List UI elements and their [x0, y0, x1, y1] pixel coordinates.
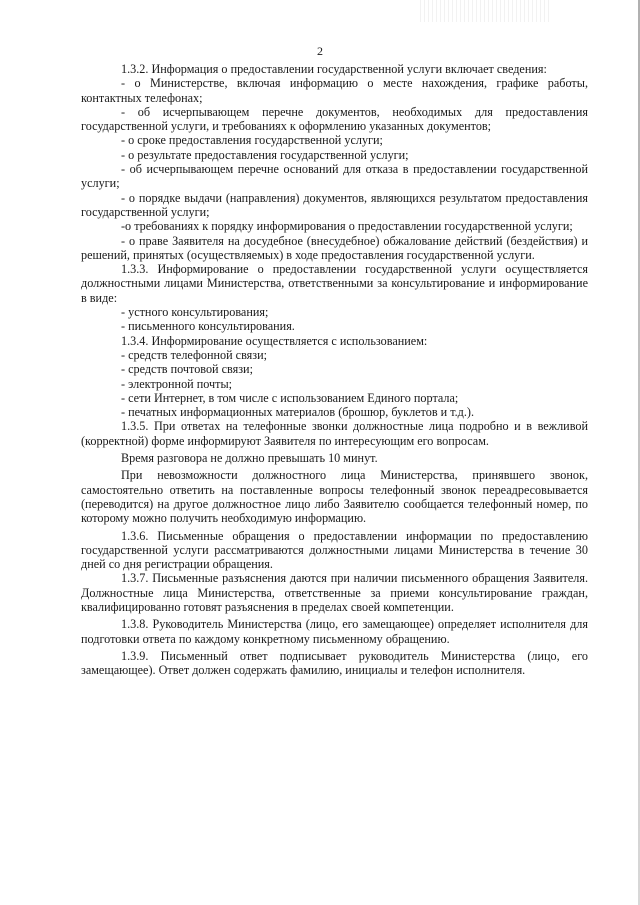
paragraph: 1.3.3. Информирование о предоставлении государственной услуги осуществляется должностными лицами Министерства, ответственными за консультирование и информирование в виде: [81, 262, 588, 305]
paragraph: - электронной почты; [121, 376, 233, 391]
paragraph: 1.3.7. Письменные разъяснения даются при наличии письменного обращения Заявителя. Должностные лица Министерства, ответственные за приеми консультирование граждан, квалифицированно готовят разъяснения в пределах своей компетенции. [81, 571, 588, 614]
paragraph: 1.3.6. Письменные обращения о предоставлении информации по предоставлению государственной услуги рассматриваются должностными лицами Министерства в течение 30 дней со дня регистрации обращения. [81, 528, 588, 572]
paragraph: - о результате предоставления государственной услуги; [121, 147, 409, 162]
paragraph: При невозможности должностного лица Министерства, принявшего звонок, самостоятельно ответить на поставленные вопросы телефонный звонок переадресовывается (переводится) на другое должностное лицо либо Заявителю сообщается телефонный номер, по которому можно получить необходимую информацию. [81, 468, 588, 526]
paragraph: - о Министерстве, включая информацию о месте нахождения, графике работы, контактных телефонах; [81, 76, 588, 105]
paragraph: - о сроке предоставления государственной услуги; [121, 133, 383, 148]
paragraph: - об исчерпывающем перечне документов, необходимых для предоставления государственной услуги, и требованиях к оформлению указанных документов; [81, 104, 588, 134]
paragraph: - об исчерпывающем перечне оснований для отказа в предоставлении государственной услуги; [81, 162, 588, 191]
paragraph: - устного консультирования; [121, 305, 269, 320]
scan-artifact [420, 0, 550, 22]
page-number: 2 [317, 44, 323, 58]
paragraph: - средств телефонной связи; [121, 347, 267, 362]
paragraph: - письменного консультирования. [121, 319, 295, 334]
paragraph: 1.3.9. Письменный ответ подписывает руководитель Министерства (лицо, его замещающее). Ответ должен содержать фамилию, инициалы и телефон исполнителя. [81, 648, 588, 678]
paragraph: - средств почтовой связи; [121, 362, 253, 377]
paragraph: -о требованиях к порядку информирования о предоставлении государственной услуги; [121, 219, 573, 234]
paragraph: - печатных информационных материалов (брошюр, буклетов и т.д.). [121, 405, 475, 420]
paragraph: - о порядке выдачи (направления) документов, являющихся результатом предоставления государственной услуги; [81, 190, 588, 219]
paragraph: Время разговора не должно превышать 10 минут. [121, 451, 378, 466]
paragraph: - сети Интернет, в том числе с использованием Единого портала; [121, 390, 459, 405]
document-body [81, 62, 588, 677]
paragraph: - о праве Заявителя на досудебное (внесудебное) обжалование действий (бездействия) и решений, принятых (осуществляемых) в ходе предоставления государственной услуги. [81, 233, 588, 262]
paragraph: 1.3.8. Руководитель Министерства (лицо, его замещающее) определяет исполнителя для подготовки ответа по каждому конкретному письменному обращению. [81, 617, 588, 646]
paragraph: 1.3.2. Информация о предоставлении государственной услуги включает сведения: [121, 62, 547, 76]
paragraph: 1.3.5. При ответах на телефонные звонки должностные лица подробно и в вежливой (корректной) форме информируют Заявителя по интересующим его вопросам. [81, 419, 588, 448]
paragraph: 1.3.4. Информирование осуществляется с использованием: [121, 333, 428, 348]
